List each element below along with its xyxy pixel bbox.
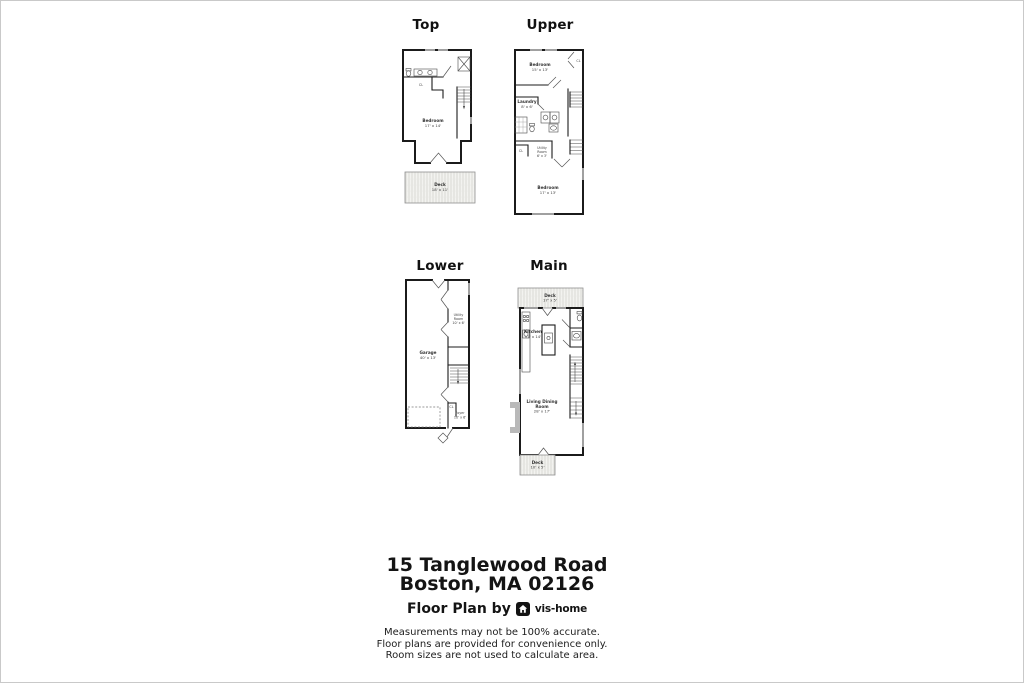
room-label-bedroom1: Bedroom bbox=[529, 62, 551, 67]
room-label-garage: Garage bbox=[419, 350, 437, 355]
credit-prefix: Floor Plan by bbox=[406, 601, 511, 617]
bay-window-icon bbox=[510, 402, 520, 433]
room-dim-laundry: 8' x 6' bbox=[521, 103, 533, 109]
disclaimer bbox=[292, 627, 692, 662]
toilet-icon bbox=[530, 124, 535, 132]
kitchen-counter-icon bbox=[522, 312, 530, 372]
room-label-closet1: CL bbox=[576, 59, 581, 63]
room-dim-deck-top: 17' x 5' bbox=[543, 297, 557, 303]
room-label-deck-bottom: Deck bbox=[531, 460, 544, 465]
room-label-deck: Deck bbox=[434, 182, 446, 187]
floor-title-main: Main bbox=[530, 258, 568, 274]
room-dim-foyer: 10' x 6' bbox=[453, 415, 467, 420]
room-label-utility: Utility bbox=[453, 313, 464, 317]
floorplan-top bbox=[402, 44, 478, 206]
address-line1: 15 Tanglewood Road bbox=[386, 554, 608, 576]
floorplan-upper bbox=[512, 44, 585, 216]
floor-title-top: Top bbox=[412, 17, 440, 33]
shower-icon bbox=[515, 117, 527, 133]
credit-row bbox=[297, 601, 697, 617]
room-label-foyer: Foyer bbox=[455, 411, 465, 415]
sink-icon bbox=[549, 124, 558, 132]
room-dim-garage: 40' x 13' bbox=[419, 355, 437, 360]
disclaimer-line2: Floor plans are provided for convenience only. bbox=[376, 638, 608, 650]
room-dim-bedroom2: 17' x 13' bbox=[539, 190, 557, 195]
floor-title-upper: Upper bbox=[526, 17, 574, 33]
disclaimer-line1: Measurements may not be 100% accurate. bbox=[384, 627, 600, 638]
room-label-kitchen: Kitchen bbox=[524, 329, 542, 334]
room-dim-deck-bottom: 10' x 5' bbox=[530, 464, 545, 470]
vanity-sinks-icon bbox=[414, 69, 437, 76]
room-label-laundry: Laundry bbox=[517, 99, 537, 104]
entry-door-icon bbox=[438, 428, 453, 443]
room-dim-utility: 10' x 6' bbox=[452, 321, 465, 325]
room-dim-living: 28' x 17' bbox=[533, 408, 551, 414]
floor-title-lower: Lower bbox=[416, 258, 464, 274]
shaft-x-icon bbox=[458, 57, 470, 71]
disclaimer-line3: Room sizes are not used to calculate area. bbox=[385, 650, 599, 662]
washer-dryer-icon bbox=[541, 112, 559, 123]
room-dim-kitchen: 17' x 14' bbox=[524, 333, 542, 339]
room-label-closet: CL bbox=[418, 83, 424, 87]
room-dim-deck: 18' x 11' bbox=[431, 187, 449, 192]
address-line2: Boston, MA 02126 bbox=[399, 573, 595, 595]
floorplan-main bbox=[508, 281, 588, 481]
room-label-bedroom: Bedroom bbox=[422, 118, 444, 123]
vis-home-logo bbox=[516, 602, 530, 616]
room-label-utility2: Room bbox=[453, 317, 464, 321]
garage-parking-outline bbox=[408, 407, 440, 427]
room-dim-bedroom: 17' x 14' bbox=[424, 123, 442, 128]
sink-icon bbox=[572, 332, 581, 341]
room-label-deck-top: Deck bbox=[544, 293, 556, 298]
stairs-icon bbox=[570, 92, 583, 154]
room-label-closet: CL bbox=[449, 405, 454, 409]
brand-name: vis-home bbox=[534, 603, 588, 615]
stairs-icon bbox=[570, 355, 583, 418]
toilet-icon bbox=[577, 312, 582, 321]
stairs-icon bbox=[457, 87, 471, 138]
room-dim-utility: 6' x 3' bbox=[536, 154, 548, 158]
room-label-living: Living Dining bbox=[526, 399, 558, 404]
house-icon bbox=[518, 604, 528, 614]
closet-door-icon bbox=[568, 52, 574, 68]
room-label-utility: Utility bbox=[537, 146, 547, 150]
property-address bbox=[297, 556, 697, 594]
room-label-bedroom2: Bedroom bbox=[537, 185, 559, 190]
toilet-icon bbox=[406, 69, 411, 77]
room-label-closet2: CL bbox=[518, 149, 524, 153]
room-label-living2: Room bbox=[535, 403, 549, 409]
room-dim-bedroom1: 15' x 13' bbox=[531, 67, 549, 72]
stairs-icon bbox=[450, 368, 469, 384]
floorplan-lower bbox=[403, 276, 471, 448]
kitchen-island-icon bbox=[542, 325, 555, 355]
room-label-utility2: Room bbox=[537, 150, 547, 154]
